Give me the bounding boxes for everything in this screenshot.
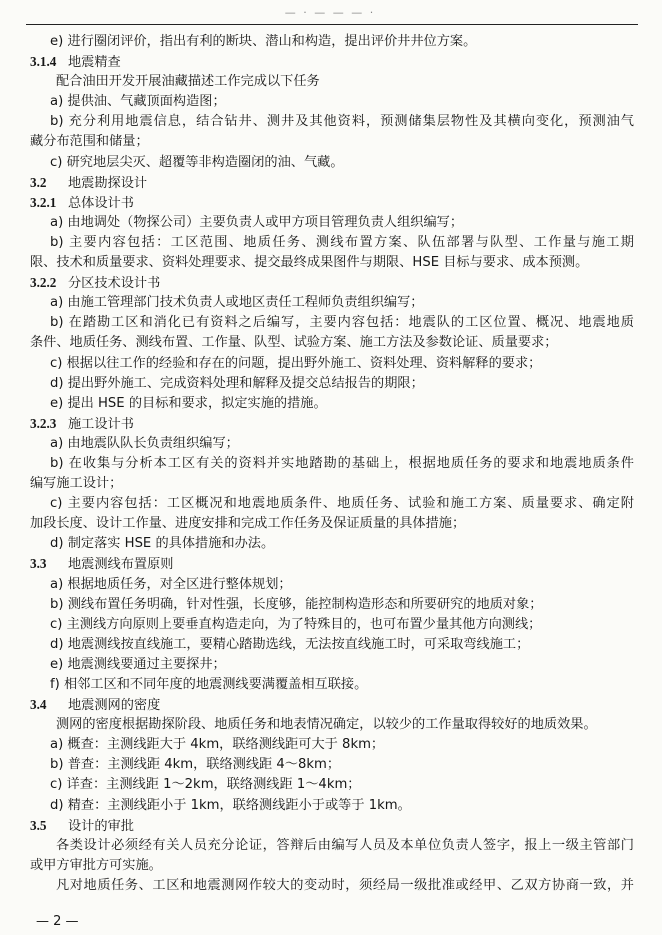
section-title: 地震勘探设计 — [68, 175, 148, 191]
text-line: a) 概查：主测线距大于 4km，联络测线距可大于 8km； — [50, 737, 385, 753]
section-number: 3.2.2 — [30, 275, 57, 291]
text-line: 藏分布范围和储量； — [30, 134, 149, 150]
text-line: b) 在踏勘工区和消化已有资料之后编写，主要内容包括：地震队的工区位置、概况、地震地质 — [50, 315, 634, 331]
text-line: d) 提出野外施工、完成资料处理和解释及提交总结报告的期限； — [50, 375, 424, 391]
section-heading — [30, 816, 634, 836]
text-line: d) 精查：主测线距小于 1km，联络测线距小于或等于 1km。 — [50, 797, 411, 813]
text-line: e) 提出 HSE 的目标和要求，拟定实施的措施。 — [50, 395, 327, 411]
text-line: c) 主要内容包括：工区概况和地震地质条件、地质任务、试验和施工方案、质量要求、确定附 — [50, 496, 634, 512]
text-line: c) 详查：主测线距 1～2km，联络测线距 1～4km； — [50, 777, 361, 793]
section-heading — [30, 554, 634, 574]
text-line: 测网的密度根据勘探阶段、地质任务和地表情况确定，以较少的工作量取得较好的地质效果。 — [56, 717, 597, 733]
text-line: b) 主要内容包括：工区范围、地质任务、测线布置方案、队伍部署与队型、工作量与施工期 — [50, 234, 634, 250]
text-line: 配合油田开发开展油藏描述工作完成以下任务 — [56, 74, 320, 90]
text-line: a) 提供油、气藏顶面构造图； — [50, 94, 226, 110]
text-line: c) 根据以往工作的经验和存在的问题，提出野外施工、资料处理、资料解释的要求； — [50, 355, 542, 371]
text-line: f) 相邻工区和不同年度的地震测线要满覆盖相互联接。 — [50, 677, 368, 692]
text-line: a) 由地调处（物探公司）主要负责人或甲方项目管理负责人组织编写； — [50, 214, 464, 230]
header-rule — [26, 24, 638, 25]
text-line: 限、技术和质量要求、资料处理要求、提交最终成果图件与期限、HSE 目标与要求、成本预测。 — [30, 255, 589, 271]
text-line: d) 地震测线按直线施工，要精心踏勘选线，无法按直线施工时，可采取弯线施工； — [50, 636, 530, 652]
text-line: b) 普查：主测线距 4km，联络测线距 4～8km； — [50, 757, 341, 773]
section-title: 设计的审批 — [68, 818, 134, 834]
section-heading — [30, 52, 634, 72]
text-line: 加段长度、设计工作量、进度安排和完成工作任务及保证质量的具体措施； — [30, 516, 466, 532]
text-line: b) 充分利用地震信息，结合钻井、测井及其他资料，预测储集层物性及其横向变化，预测油气 — [50, 114, 634, 130]
section-title: 地震测线布置原则 — [68, 557, 174, 573]
section-heading — [30, 273, 634, 293]
section-number: 3.2 — [30, 174, 47, 190]
text-line: e) 地震测线要通过主要探井； — [50, 656, 226, 672]
text-line: d) 制定落实 HSE 的具体措施和办法。 — [50, 536, 275, 552]
section-heading — [30, 173, 634, 193]
text-line: b) 测线布置任务明确，针对性强，长度够，能控制构造形态和所要研究的地质对象； — [50, 596, 543, 612]
section-number: 3.2.1 — [30, 194, 57, 210]
page-number: — 2 — — [36, 914, 79, 929]
text-line: 凡对地质任务、工区和地震测网作较大的变动时，须经局一级批准或经甲、乙双方协商一致，并 — [56, 877, 634, 893]
section-title: 分区技术设计书 — [68, 276, 161, 292]
text-line: 条件、地质任务、测线布置、工作量、队型、试验方案、施工方法及参数论证、质量要求； — [30, 335, 558, 351]
text-line: c) 研究地层尖灭、超覆等非构造圈闭的油、气藏。 — [50, 154, 344, 170]
text-line: 各类设计必须经有关人员充分论证，答辩后由编写人员及本单位负责人签字，报上一级主管部门 — [56, 837, 634, 853]
section-number: 3.4 — [30, 697, 47, 713]
text-line: b) 在收集与分析本工区有关的资料并实地踏勘的基础上，根据地质任务的要求和地震地质条件 — [50, 455, 634, 471]
text-line: c) 主测线方向原则上要垂直构造走向，为了特殊目的，也可布置少量其他方向测线； — [50, 616, 542, 632]
section-title: 地震精查 — [68, 55, 121, 71]
section-heading — [30, 414, 634, 434]
section-heading — [30, 193, 634, 213]
text-line: 编写施工设计； — [30, 476, 123, 492]
text-line: a) 由地震队队长负责组织编写； — [50, 435, 239, 451]
section-number: 3.5 — [30, 817, 47, 833]
section-title: 地震测网的密度 — [68, 698, 161, 714]
running-header: — · — — — · — [284, 6, 376, 19]
text-line: a) 根据地质任务，对全区进行整体规划； — [50, 576, 292, 592]
section-number: 3.3 — [30, 556, 47, 572]
section-heading — [30, 695, 634, 715]
section-number: 3.1.4 — [30, 54, 57, 70]
text-line: 或甲方审批方可实施。 — [30, 857, 162, 873]
section-number: 3.2.3 — [30, 415, 57, 431]
text-line: e) 进行圈闭评价，指出有利的断块、潜山和构造，提出评价井井位方案。 — [50, 34, 477, 49]
document-body — [30, 32, 634, 896]
section-title: 施工设计书 — [68, 416, 134, 432]
text-line: a) 由施工管理部门技术负责人或地区责任工程师负责组织编写； — [50, 295, 424, 311]
section-title: 总体设计书 — [68, 195, 134, 211]
